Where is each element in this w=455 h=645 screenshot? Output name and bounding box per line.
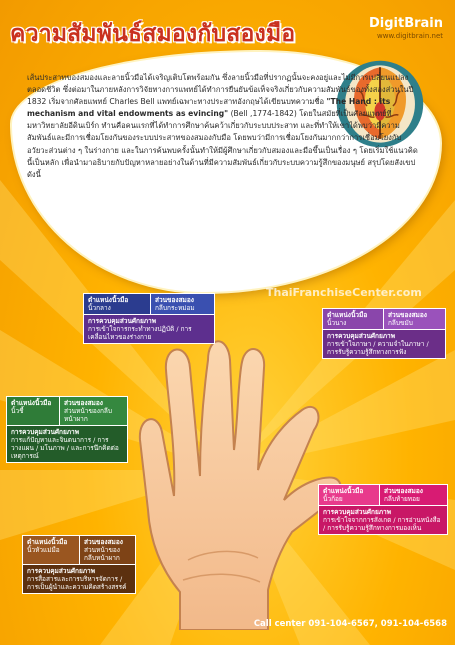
- brain-part-value: กลีบกระหม่อม: [155, 304, 195, 312]
- control-value: การแก้ปัญหาและจินตนาการ / การวางแผน / มโนภาพ / และการนึกคิดต่อเหตุการณ์: [11, 436, 119, 460]
- brain-part-label: ส่วนของสมอง: [155, 296, 194, 304]
- logo-url: www.digitbrain.net: [377, 32, 443, 40]
- brand-logo[interactable]: [369, 16, 443, 40]
- intro-text-2: (Bell ,1774-1842) โดยในสมัยที่เป็นศัลยแพทย์ที่ มหาวิทยาลัยอีดินเบิร์ก ทำนคือคนแรกที่ได้ทำการศึกษาค้นคว้าเกี่ยวกับระบบประสาท และที่ทำให้เขาได้พบว่ามีความสัมพันธ์และมีการเชื่อมโยงกันของระบบประสาทของสมองกับมือ โดยพบว่ามีการเชื่อมโยงกันมากกว่าการเชื่อมโยงกับอวัยวะส่วนต่าง ๆ ในร่างกาย และในการค้นพบครั้งนั้นทำให้มีผู้ศึกษาเกี่ยวกับสมองและมือขึ้นเป็นเรื่อง ๆ โดยเริ่มใช้แนวคิดนี้เป็นหลัก เพื่อนำมาอธิบายกับปัญหาหลายอย่างในด้านที่มีความสัมพันธ์เกี่ยวกับระบบความรู้สึกของมนุษย์ สรุปโดยสังเขปดังนี้: [27, 109, 418, 179]
- brain-part-label: ส่วนของสมอง: [388, 311, 427, 319]
- finger-position-label: ตำแหน่งนิ้วมือ: [327, 311, 368, 319]
- finger-position-label: ตำแหน่งนิ้วมือ: [27, 538, 68, 546]
- control-value: การเข้าใจจากการสังเกต / การอ่านหนังสือ / การรับรู้ความรู้สึกทางการมองเห็น: [323, 516, 441, 532]
- brain-part-value: ส่วนหน้าของกลีบหน้าผาก: [84, 546, 120, 562]
- finger-position-label: ตำแหน่งนิ้วมือ: [88, 296, 129, 304]
- brain-part-value: กลีบท้ายทอย: [384, 495, 420, 503]
- finger-card-index[interactable]: [6, 396, 128, 463]
- control-label: การควบคุมส่วนศักยภาพ: [323, 508, 391, 516]
- control-label: การควบคุมส่วนศักยภาพ: [27, 567, 95, 575]
- brain-part-value: กลีบขมับ: [388, 319, 413, 327]
- finger-card-little[interactable]: [318, 484, 448, 535]
- brain-part-label: ส่วนของสมอง: [64, 399, 103, 407]
- finger-card-thumb[interactable]: [22, 535, 136, 594]
- logo-name: DigitBrain: [368, 16, 443, 31]
- finger-position-value: นิ้วกลาง: [88, 304, 111, 312]
- control-label: การควบคุมส่วนศักยภาพ: [11, 428, 79, 436]
- control-value: การสื่อสารและการบริหารจัดการ / การเป็นผู้นำและความคิดสร้างสรรค์: [27, 575, 127, 591]
- finger-position-value: นิ้วนาง: [327, 319, 347, 327]
- control-label: การควบคุมส่วนศักยภาพ: [327, 332, 395, 340]
- control-value: การเข้าใจการกระทำทางปฏิบัติ / การเคลื่อนไหวของร่างกาย: [88, 325, 192, 341]
- intro-paragraph: [27, 72, 422, 181]
- finger-card-middle[interactable]: [83, 293, 215, 344]
- call-center-text: Call center 091-104-6567, 091-104-6568: [253, 619, 447, 629]
- brain-part-value: ส่วนหน้าของกลีบหน้าผาก: [64, 407, 113, 423]
- finger-card-ring[interactable]: [322, 308, 446, 359]
- brain-part-label: ส่วนของสมอง: [384, 487, 423, 495]
- watermark: ThaiFranchiseCenter.com: [266, 286, 422, 299]
- intro-text: เส้นประสาทของสมองและลายนิ้วมือได้เจริญเติบโตพร้อมกัน ซึ่งลายนิ้วมือที่ปรากฏนั้นจะคงอยู่และไม่มีการเปลี่ยนแปลงตลอดชีวิต ซึ่งต่อมาในภายหลังการวิจัยทางการแพทย์ได้ทำการยืนยันข้อเท็จจริงเกี่ยวกับความสัมพันธ์ของทั้งสองส่วนในปี 1832 เริ่มจากศัลยแพทย์ Charles Bell แพทย์เฉพาะทางประสาทอังกฤษได้เขียนบทความชื่อ: [27, 73, 414, 107]
- finger-position-value: นิ้วชี้: [11, 407, 24, 415]
- page-title: ความสัมพันธ์สมองกับสองมือ: [10, 21, 296, 47]
- control-label: การควบคุมส่วนศักยภาพ: [88, 317, 156, 325]
- brain-part-label: ส่วนของสมอง: [84, 538, 123, 546]
- finger-position-label: ตำแหน่งนิ้วมือ: [323, 487, 364, 495]
- finger-position-value: นิ้วหัวแม่มือ: [27, 546, 60, 554]
- intro-quote: "The Hand : its mechanism and vital endowments as evincing": [27, 97, 391, 119]
- control-value: การเข้าใจภาษา / ความจำในภาษา / การรับรู้ความรู้สึกทางการฟัง: [327, 340, 429, 356]
- finger-position-value: นิ้วก้อย: [323, 495, 343, 503]
- finger-position-label: ตำแหน่งนิ้วมือ: [11, 399, 52, 407]
